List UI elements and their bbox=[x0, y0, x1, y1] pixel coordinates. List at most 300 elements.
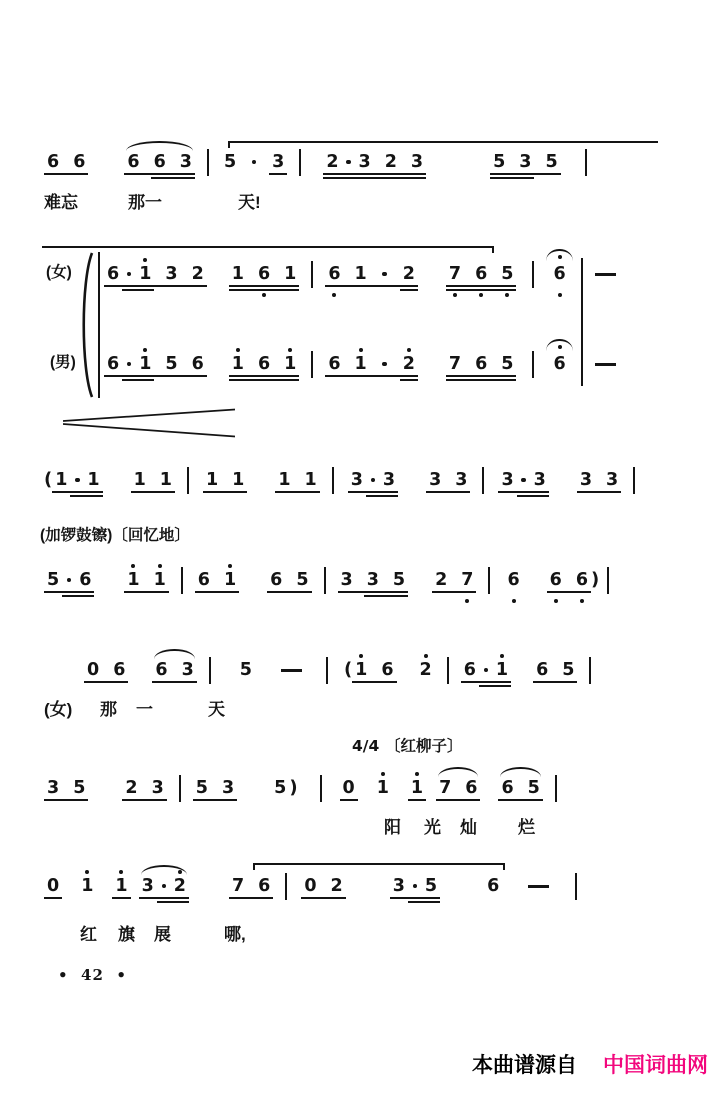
note: 5 bbox=[193, 778, 211, 798]
note: 5 bbox=[390, 570, 408, 590]
note: 6 bbox=[255, 876, 273, 896]
beam-gap bbox=[154, 354, 162, 374]
lyric-text: 光 bbox=[424, 818, 441, 837]
note bbox=[408, 876, 422, 896]
note: 3 bbox=[364, 570, 382, 590]
note: 6 bbox=[124, 152, 142, 172]
note bbox=[479, 660, 493, 680]
score-line bbox=[44, 152, 587, 176]
note: 1 bbox=[281, 264, 299, 284]
barline bbox=[181, 567, 183, 594]
note-group bbox=[323, 152, 426, 172]
score-line bbox=[84, 660, 591, 684]
note: 5 bbox=[223, 152, 237, 172]
note: 0 bbox=[44, 876, 62, 896]
note bbox=[122, 264, 136, 284]
beam-gap bbox=[344, 264, 352, 284]
note: 6 bbox=[255, 354, 273, 374]
note-group bbox=[408, 778, 426, 798]
note-group bbox=[426, 470, 470, 490]
slur-arc bbox=[141, 865, 187, 875]
note: 2 bbox=[189, 264, 207, 284]
lyric-text: 展 bbox=[154, 925, 171, 944]
beam-gap bbox=[181, 264, 189, 284]
score-line bbox=[44, 470, 635, 494]
lyric-text: 难忘 bbox=[44, 193, 78, 212]
note-group bbox=[124, 570, 168, 590]
note: 5 bbox=[422, 876, 440, 896]
note: 6 bbox=[547, 570, 565, 590]
beam-gap bbox=[370, 660, 378, 680]
note: 6 bbox=[255, 264, 273, 284]
barline bbox=[555, 775, 557, 802]
note-group bbox=[446, 354, 517, 374]
note-group bbox=[124, 152, 195, 172]
note: 7 bbox=[446, 354, 464, 374]
note: 3 bbox=[149, 778, 167, 798]
note: 6 bbox=[550, 264, 568, 284]
note-group bbox=[229, 264, 300, 284]
phrase-slur-line bbox=[228, 141, 658, 143]
lyric-text: 烂 bbox=[518, 818, 535, 837]
note-group bbox=[78, 876, 96, 896]
barline bbox=[326, 657, 328, 684]
note: 6 bbox=[573, 570, 591, 590]
note-group bbox=[301, 876, 345, 896]
note: 3 bbox=[390, 876, 408, 896]
note: 6 bbox=[70, 152, 88, 172]
note: 6 bbox=[325, 264, 343, 284]
note: 3 bbox=[380, 470, 398, 490]
parenthesis-mark: ( bbox=[44, 469, 53, 490]
note: 7 bbox=[458, 570, 476, 590]
beam-gap bbox=[464, 264, 472, 284]
voice-brace bbox=[80, 252, 94, 398]
beam-gap bbox=[595, 470, 603, 490]
note-group bbox=[267, 570, 311, 590]
beam-gap bbox=[221, 470, 229, 490]
note: 1 bbox=[157, 470, 175, 490]
score-line bbox=[44, 876, 577, 900]
note: 1 bbox=[136, 354, 154, 374]
parenthesis-mark: ) bbox=[289, 777, 298, 798]
phrase-slur-line bbox=[42, 246, 494, 248]
barline bbox=[589, 657, 591, 684]
note: 0 bbox=[340, 778, 358, 798]
note: 2 bbox=[432, 570, 450, 590]
note: 6 bbox=[325, 354, 343, 374]
beam-gap bbox=[565, 570, 573, 590]
beam-gap bbox=[534, 152, 542, 172]
barline bbox=[320, 775, 322, 802]
note: 3 bbox=[356, 152, 374, 172]
score-line bbox=[44, 570, 609, 594]
beam-gap bbox=[320, 876, 328, 896]
note: 6 bbox=[533, 660, 551, 680]
note: 1 bbox=[84, 470, 102, 490]
barline bbox=[607, 567, 609, 594]
note: 6 bbox=[498, 778, 516, 798]
note: 2 bbox=[323, 152, 341, 172]
note: 6 bbox=[462, 778, 480, 798]
lyric-text: 红 bbox=[80, 925, 97, 944]
note-group bbox=[550, 354, 568, 374]
beam-gap bbox=[464, 354, 472, 374]
beam-gap bbox=[149, 470, 157, 490]
beam-gap bbox=[62, 778, 70, 798]
lyric-text: 天 bbox=[208, 700, 225, 719]
barline bbox=[532, 261, 534, 288]
note: 3 bbox=[162, 264, 180, 284]
note: 6 bbox=[104, 354, 122, 374]
note: 3 bbox=[577, 470, 595, 490]
footer-source-text: 本曲谱源自 bbox=[472, 1054, 577, 1077]
beam-gap bbox=[490, 354, 498, 374]
note: 1 bbox=[78, 876, 96, 896]
note: 5 bbox=[559, 660, 577, 680]
note: 1 bbox=[203, 470, 221, 490]
beam-gap bbox=[382, 570, 390, 590]
slur-arc bbox=[500, 767, 540, 777]
barline bbox=[482, 467, 484, 494]
note-group bbox=[374, 778, 392, 798]
note: 1 bbox=[408, 778, 426, 798]
note: 1 bbox=[493, 660, 511, 680]
note bbox=[378, 264, 392, 284]
note: 6 bbox=[151, 152, 169, 172]
beam-gap bbox=[400, 152, 408, 172]
note-group bbox=[352, 660, 396, 680]
note: 2 bbox=[382, 152, 400, 172]
note: 3 bbox=[498, 470, 516, 490]
score-line bbox=[44, 778, 557, 802]
note: 0 bbox=[301, 876, 319, 896]
note: 1 bbox=[229, 354, 247, 374]
note-group bbox=[436, 778, 480, 798]
note: 3 bbox=[603, 470, 621, 490]
note: 6 bbox=[110, 660, 128, 680]
note: 1 bbox=[131, 470, 149, 490]
note: 6 bbox=[487, 876, 500, 896]
note: 2 bbox=[400, 264, 418, 284]
annotation-label: (加锣鼓镲)〔回忆地〕 bbox=[40, 527, 190, 544]
note: 1 bbox=[52, 470, 70, 490]
note-group bbox=[122, 778, 166, 798]
beam-gap bbox=[213, 570, 221, 590]
barline bbox=[207, 149, 209, 176]
note: 1 bbox=[221, 570, 239, 590]
note-group bbox=[417, 660, 435, 680]
beam-gap bbox=[370, 354, 378, 374]
note-group bbox=[131, 470, 175, 490]
note: 6 bbox=[267, 570, 285, 590]
beam-gap bbox=[62, 152, 70, 172]
beam-gap bbox=[490, 264, 498, 284]
note-group bbox=[104, 354, 207, 374]
note-group bbox=[550, 264, 568, 284]
note: 5 bbox=[498, 264, 516, 284]
note-group bbox=[577, 470, 621, 490]
note: 6 bbox=[44, 152, 62, 172]
beam-gap bbox=[247, 354, 255, 374]
note: 3 bbox=[179, 660, 197, 680]
note bbox=[342, 152, 356, 172]
note-group bbox=[44, 778, 88, 798]
note: 5 bbox=[542, 152, 560, 172]
beam-gap bbox=[517, 778, 525, 798]
note: 2 bbox=[400, 354, 418, 374]
note-group bbox=[498, 470, 548, 490]
beam-gap bbox=[239, 152, 247, 172]
note: 6 bbox=[104, 264, 122, 284]
note: 1 bbox=[302, 470, 320, 490]
note: 6 bbox=[461, 660, 479, 680]
beam-gap bbox=[102, 660, 110, 680]
lyric-text: 灿 bbox=[460, 818, 477, 837]
beam-gap bbox=[392, 264, 400, 284]
note: 3 bbox=[531, 470, 549, 490]
beam-gap bbox=[143, 570, 151, 590]
note: 5 bbox=[239, 660, 252, 680]
barline bbox=[311, 261, 313, 288]
note-group bbox=[348, 470, 398, 490]
note-group bbox=[446, 264, 517, 284]
note: 3 bbox=[177, 152, 195, 172]
note: 6 bbox=[76, 570, 94, 590]
note-group bbox=[203, 470, 247, 490]
note: 5 bbox=[498, 354, 516, 374]
beam-gap bbox=[273, 264, 281, 284]
barline bbox=[447, 657, 449, 684]
beam-gap bbox=[273, 354, 281, 374]
beam-gap bbox=[154, 264, 162, 284]
barline bbox=[187, 467, 189, 494]
beam-gap bbox=[141, 778, 149, 798]
note: 5 bbox=[525, 778, 543, 798]
beam-gap bbox=[508, 152, 516, 172]
time-signature: 4/4 bbox=[352, 737, 380, 755]
score-line bbox=[104, 354, 616, 378]
note: 3 bbox=[139, 876, 157, 896]
barline bbox=[311, 351, 313, 378]
beam-gap bbox=[454, 778, 462, 798]
note bbox=[247, 152, 261, 172]
note: 1 bbox=[229, 264, 247, 284]
note: 3 bbox=[408, 152, 426, 172]
beam-gap bbox=[344, 354, 352, 374]
note: 5 bbox=[490, 152, 508, 172]
lyric-text: 天! bbox=[238, 193, 261, 212]
footer-brand: 中国词曲网 bbox=[603, 1054, 708, 1077]
note-group bbox=[390, 876, 440, 896]
slur-arc bbox=[154, 649, 194, 659]
lyric-text: 那一 bbox=[128, 193, 162, 212]
beam-gap bbox=[444, 470, 452, 490]
note-group bbox=[432, 570, 476, 590]
beam-gap bbox=[370, 264, 378, 284]
note-group bbox=[152, 660, 196, 680]
sustain-dash bbox=[281, 669, 302, 672]
note-group bbox=[533, 660, 577, 680]
score-line bbox=[104, 264, 616, 288]
parenthesis-mark: ) bbox=[591, 569, 600, 590]
slur-arc bbox=[438, 767, 478, 777]
note: 6 bbox=[504, 570, 522, 590]
note-group bbox=[325, 354, 418, 374]
barline bbox=[332, 467, 334, 494]
beam-gap bbox=[392, 354, 400, 374]
system-barline bbox=[581, 258, 583, 386]
crescendo-hairpin bbox=[63, 408, 235, 438]
barline bbox=[179, 775, 181, 802]
note: 6 bbox=[553, 354, 566, 374]
sustain-dash bbox=[528, 885, 549, 888]
beam-gap bbox=[211, 778, 219, 798]
note: 1 bbox=[352, 264, 370, 284]
note bbox=[517, 470, 531, 490]
note bbox=[366, 470, 380, 490]
note-group bbox=[275, 470, 319, 490]
note: 1 bbox=[151, 570, 169, 590]
note-group bbox=[229, 876, 273, 896]
note-group bbox=[484, 876, 502, 896]
note: 7 bbox=[229, 876, 247, 896]
beam-gap bbox=[247, 264, 255, 284]
note-group bbox=[112, 876, 130, 896]
note-group bbox=[193, 778, 237, 798]
note: 2 bbox=[328, 876, 346, 896]
slur-arc bbox=[126, 141, 193, 151]
note-group bbox=[237, 660, 255, 680]
note: 6 bbox=[378, 660, 396, 680]
beam-gap bbox=[143, 152, 151, 172]
note: 7 bbox=[436, 778, 454, 798]
lyric-text: 哪, bbox=[224, 925, 246, 944]
beam-gap bbox=[261, 152, 269, 172]
note: 3 bbox=[348, 470, 366, 490]
note: 3 bbox=[219, 778, 237, 798]
note: 6 bbox=[152, 660, 170, 680]
note-group bbox=[504, 570, 522, 590]
note: 1 bbox=[281, 354, 299, 374]
note: 3 bbox=[269, 152, 287, 172]
page-number: • 42 • bbox=[58, 966, 127, 984]
note: 6 bbox=[472, 354, 490, 374]
note: 1 bbox=[112, 876, 130, 896]
phrase-slur-line bbox=[253, 863, 505, 865]
sustain-dash bbox=[595, 273, 616, 276]
parenthesis-mark: ( bbox=[343, 659, 353, 680]
lyric-text: (女) bbox=[44, 700, 73, 719]
note: 5 bbox=[293, 570, 311, 590]
note: 1 bbox=[374, 778, 392, 798]
note-group bbox=[44, 152, 88, 172]
note: 5 bbox=[274, 778, 287, 798]
barline bbox=[488, 567, 490, 594]
beam-gap bbox=[356, 570, 364, 590]
note-group bbox=[340, 778, 358, 798]
note: 3 bbox=[452, 470, 470, 490]
note: 1 bbox=[352, 660, 370, 680]
lyric-text: 旗 bbox=[118, 925, 135, 944]
footer bbox=[449, 1025, 708, 1103]
barline bbox=[324, 567, 326, 594]
note: 3 bbox=[516, 152, 534, 172]
barline bbox=[532, 351, 534, 378]
note: 7 bbox=[446, 264, 464, 284]
note-group bbox=[338, 570, 409, 590]
note: 3 bbox=[426, 470, 444, 490]
beam-gap bbox=[551, 660, 559, 680]
note: 6 bbox=[195, 570, 213, 590]
note: 5 bbox=[70, 778, 88, 798]
note: 2 bbox=[171, 876, 189, 896]
note: 0 bbox=[84, 660, 102, 680]
note-group bbox=[44, 876, 62, 896]
annotation-label: (女) bbox=[46, 264, 72, 281]
note bbox=[378, 354, 392, 374]
sustain-dash bbox=[595, 363, 616, 366]
note-group bbox=[221, 152, 287, 172]
note-group bbox=[490, 152, 561, 172]
note: 5 bbox=[162, 354, 180, 374]
note bbox=[122, 354, 136, 374]
note: 1 bbox=[229, 470, 247, 490]
note-group bbox=[139, 876, 189, 896]
note: 2 bbox=[122, 778, 140, 798]
lyric-text: 阳 bbox=[384, 818, 401, 837]
note-group bbox=[271, 778, 289, 798]
barline bbox=[633, 467, 635, 494]
barline bbox=[575, 873, 577, 900]
beam-gap bbox=[285, 570, 293, 590]
beam-gap bbox=[169, 152, 177, 172]
note: 1 bbox=[124, 570, 142, 590]
note-group bbox=[325, 264, 418, 284]
note bbox=[62, 570, 76, 590]
note-group bbox=[461, 660, 511, 680]
note: 2 bbox=[417, 660, 435, 680]
note-group bbox=[52, 470, 102, 490]
annotation-label: (男) bbox=[50, 354, 76, 371]
lyric-text: 一 bbox=[136, 700, 153, 719]
note-group bbox=[195, 570, 239, 590]
note-group bbox=[547, 570, 591, 590]
note: 1 bbox=[275, 470, 293, 490]
barline bbox=[209, 657, 211, 684]
note: 1 bbox=[136, 264, 154, 284]
note-group bbox=[44, 570, 94, 590]
beam-gap bbox=[171, 660, 179, 680]
beam-gap bbox=[247, 876, 255, 896]
note: 3 bbox=[338, 570, 356, 590]
beam-gap bbox=[374, 152, 382, 172]
barline bbox=[285, 873, 287, 900]
note bbox=[157, 876, 171, 896]
system-barline bbox=[98, 252, 100, 398]
note-group bbox=[104, 264, 207, 284]
note: 3 bbox=[44, 778, 62, 798]
note: 6 bbox=[472, 264, 490, 284]
note: 5 bbox=[44, 570, 62, 590]
note: 1 bbox=[352, 354, 370, 374]
note-group bbox=[84, 660, 128, 680]
beam-gap bbox=[294, 470, 302, 490]
lyric-text: 那 bbox=[100, 700, 117, 719]
barline bbox=[585, 149, 587, 176]
beam-gap bbox=[450, 570, 458, 590]
note: 6 bbox=[189, 354, 207, 374]
